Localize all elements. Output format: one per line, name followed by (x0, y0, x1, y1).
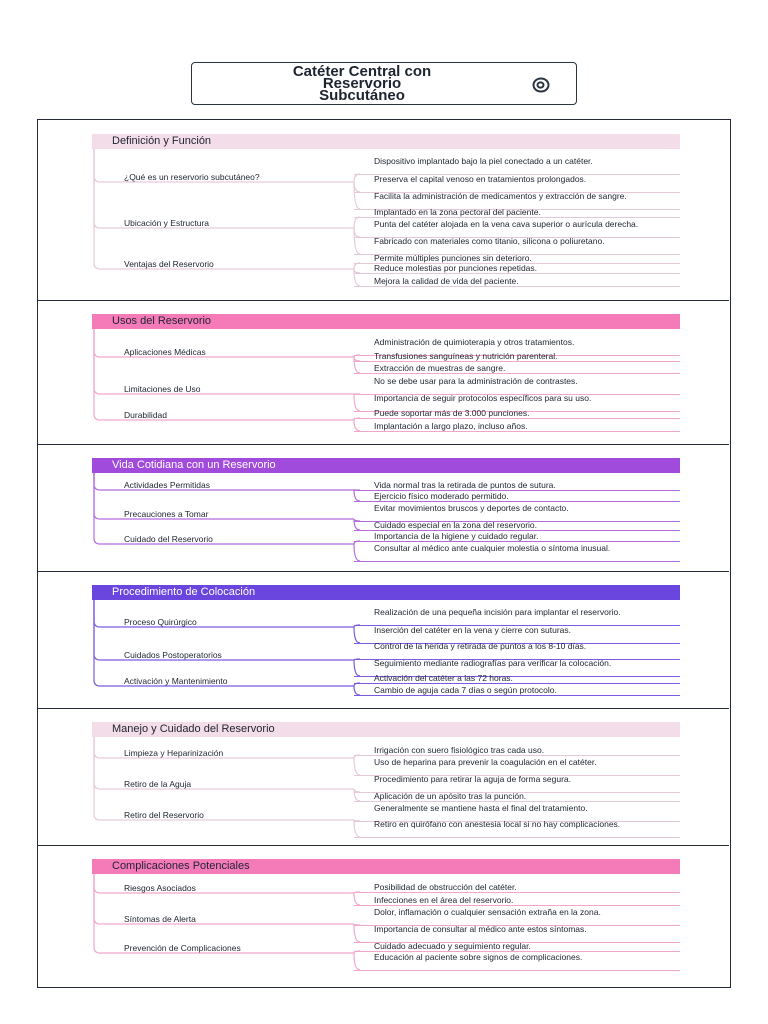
connector-line (354, 357, 360, 373)
connector-line (354, 758, 360, 775)
leaf-underline (354, 286, 680, 287)
connector-line (354, 490, 360, 501)
connector-line (354, 924, 360, 942)
leaf-item: Cuidado adecuado y seguimiento regular. (374, 941, 531, 951)
section (38, 708, 729, 845)
leaf-item: Generalmente se mantiene hasta el final del tratamiento. (374, 803, 588, 813)
leaf-item: Uso de heparina para prevenir la coagulación en el catéter. (374, 757, 597, 767)
leaf-underline (354, 373, 680, 374)
section (38, 444, 729, 571)
leaf-underline (354, 837, 680, 838)
leaf-item: Vida normal tras la retirada de puntos de sutura. (374, 480, 556, 490)
section (38, 571, 729, 708)
mindmap-frame (37, 119, 731, 988)
subtopic-label: Síntomas de Alerta (124, 914, 196, 924)
connector-line (94, 600, 354, 686)
leaf-item: Realización de una pequeña incisión para implantar el reservorio. (374, 607, 621, 617)
leaf-item: Seguimiento mediante radiografías para verificar la colocación. (374, 658, 612, 668)
subtopic-label: Limitaciones de Uso (124, 384, 201, 394)
subtopic-label: Aplicaciones Médicas (124, 347, 206, 357)
leaf-item: Importancia de consultar al médico ante estos síntomas. (374, 924, 587, 934)
subtopic-label: Cuidado del Reservorio (124, 534, 213, 544)
connector-line (354, 686, 360, 695)
connector-line (354, 544, 360, 561)
leaf-item: Irrigación con suero fisiológico tras cada uso. (374, 745, 545, 755)
leaf-item: Administración de quimioterapia y otros tratamientos. (374, 337, 575, 347)
connector-line (354, 217, 360, 228)
leaf-item: Facilita la administración de medicamentos y extracción de sangre. (374, 191, 627, 201)
connector-line (354, 893, 360, 905)
leaf-item: Extracción de muestras de sangre. (374, 363, 506, 373)
connector-line (94, 149, 354, 269)
subtopic-label: Durabilidad (124, 410, 167, 420)
page-title: Catéter Central con Reservorio Subcutáneo (292, 63, 432, 104)
section (38, 845, 729, 988)
leaf-item: Activación del catéter a las 72 horas. (374, 673, 513, 683)
connector-line (354, 789, 360, 801)
section (38, 120, 729, 300)
section (38, 300, 729, 444)
leaf-item: Punta del catéter alojada en la vena cava superior o aurícula derecha. (374, 219, 639, 229)
leaf-item: Reduce molestias por punciones repetidas. (374, 263, 538, 273)
connector-line (94, 329, 354, 420)
leaf-item: Dolor, inflamación o cualquier sensación extraña en la zona. (374, 907, 601, 917)
leaf-item: Retiro en quirófano con anestesia local si no hay complicaciones. (374, 819, 621, 829)
subtopic-label: Cuidados Postoperatorios (124, 650, 222, 660)
leaf-underline (354, 418, 680, 419)
leaf-underline (354, 695, 680, 696)
connector-line (354, 182, 360, 192)
leaf-item: Evitar movimientos bruscos y deportes de contacto. (374, 503, 569, 513)
leaf-underline (354, 431, 680, 432)
connector-line (94, 149, 354, 228)
leaf-item: Puede soportar más de 3.000 punciones. (374, 408, 530, 418)
leaf-item: Cambio de aguja cada 7 días o según protocolo. (374, 685, 557, 695)
connector-line (354, 420, 360, 431)
leaf-item: Procedimiento para retirar la aguja de forma segura. (374, 774, 572, 784)
section-header: Vida Cotidiana con un Reservorio (92, 458, 680, 473)
connector-line (354, 627, 360, 643)
leaf-item: Fabricado con materiales como titanio, silicona o poliuretano. (374, 236, 605, 246)
leaf-item: Importancia de seguir protocolos específicos para su uso. (374, 393, 592, 403)
subtopic-label: Retiro del Reservorio (124, 810, 204, 820)
section-header: Definición y Función (92, 134, 680, 149)
section-header: Procedimiento de Colocación (92, 585, 680, 600)
leaf-item: Educación al paciente sobre signos de complicaciones. (374, 952, 583, 962)
connector-line (354, 660, 360, 676)
subtopic-label: ¿Qué es un reservorio subcutáneo? (124, 172, 260, 182)
leaf-item: Cuidado especial en la zona del reservorio. (374, 520, 538, 530)
subtopic-label: Prevención de Complicaciones (124, 943, 241, 953)
leaf-item: Implantación a largo plazo, incluso años. (374, 421, 528, 431)
leaf-underline (354, 561, 680, 562)
connector-line (354, 228, 360, 237)
leaf-item: Control de la herida y retirada de puntos a los 8-10 días. (374, 641, 587, 651)
section-header: Manejo y Cuidado del Reservorio (92, 722, 680, 737)
connector-line (354, 182, 360, 209)
leaf-item: Preserva el capital venoso en tratamientos prolongados. (374, 174, 587, 184)
leaf-item: No se debe usar para la administración de contrastes. (374, 376, 578, 386)
subtopic-label: Ventajas del Reservorio (124, 259, 214, 269)
connector-line (354, 820, 360, 837)
subtopic-label: Riesgos Asociados (124, 883, 196, 893)
title-box (191, 62, 577, 105)
connector-line (354, 394, 360, 411)
leaf-item: Permite múltiples punciones sin deterioro. (374, 253, 532, 263)
subtopic-label: Limpieza y Heparinización (124, 748, 224, 758)
connector-line (354, 269, 360, 286)
subtopic-label: Activación y Mantenimiento (124, 676, 228, 686)
leaf-item: Inserción del catéter en la vena y cierre con suturas. (374, 625, 572, 635)
connector-line (354, 953, 360, 970)
leaf-item: Importancia de la higiene y cuidado regular. (374, 531, 539, 541)
connector-line (354, 228, 360, 254)
leaf-underline (354, 892, 680, 893)
subtopic-label: Precauciones a Tomar (124, 509, 209, 519)
leaf-item: Dispositivo implantado bajo la piel conectado a un catéter. (374, 156, 593, 166)
section-header: Complicaciones Potenciales (92, 859, 680, 874)
subtopic-label: Retiro de la Aguja (124, 779, 192, 789)
subtopic-label: Ubicación y Estructura (124, 218, 210, 228)
subtopic-label: Actividades Permitidas (124, 480, 210, 490)
leaf-underline (354, 273, 680, 274)
leaf-item: Transfusiones sanguíneas y nutrición parenteral. (374, 351, 558, 361)
leaf-item: Posibilidad de obstrucción del catéter. (374, 882, 517, 892)
leaf-item: Infecciones en el área del reservorio. (374, 895, 514, 905)
leaf-underline (354, 970, 680, 971)
at-sign-icon (532, 77, 550, 93)
leaf-item: Aplicación de un apósito tras la punción. (374, 791, 527, 801)
leaf-item: Mejora la calidad de vida del paciente. (374, 276, 519, 286)
leaf-item: Implantado en la zona pectoral del paciente. (374, 207, 541, 217)
leaf-item: Ejercicio físico moderado permitido. (374, 491, 509, 501)
leaf-item: Consultar al médico ante cualquier molestia o síntoma inusual. (374, 543, 611, 553)
section-header: Usos del Reservorio (92, 314, 680, 329)
subtopic-label: Proceso Quirúrgico (124, 617, 197, 627)
